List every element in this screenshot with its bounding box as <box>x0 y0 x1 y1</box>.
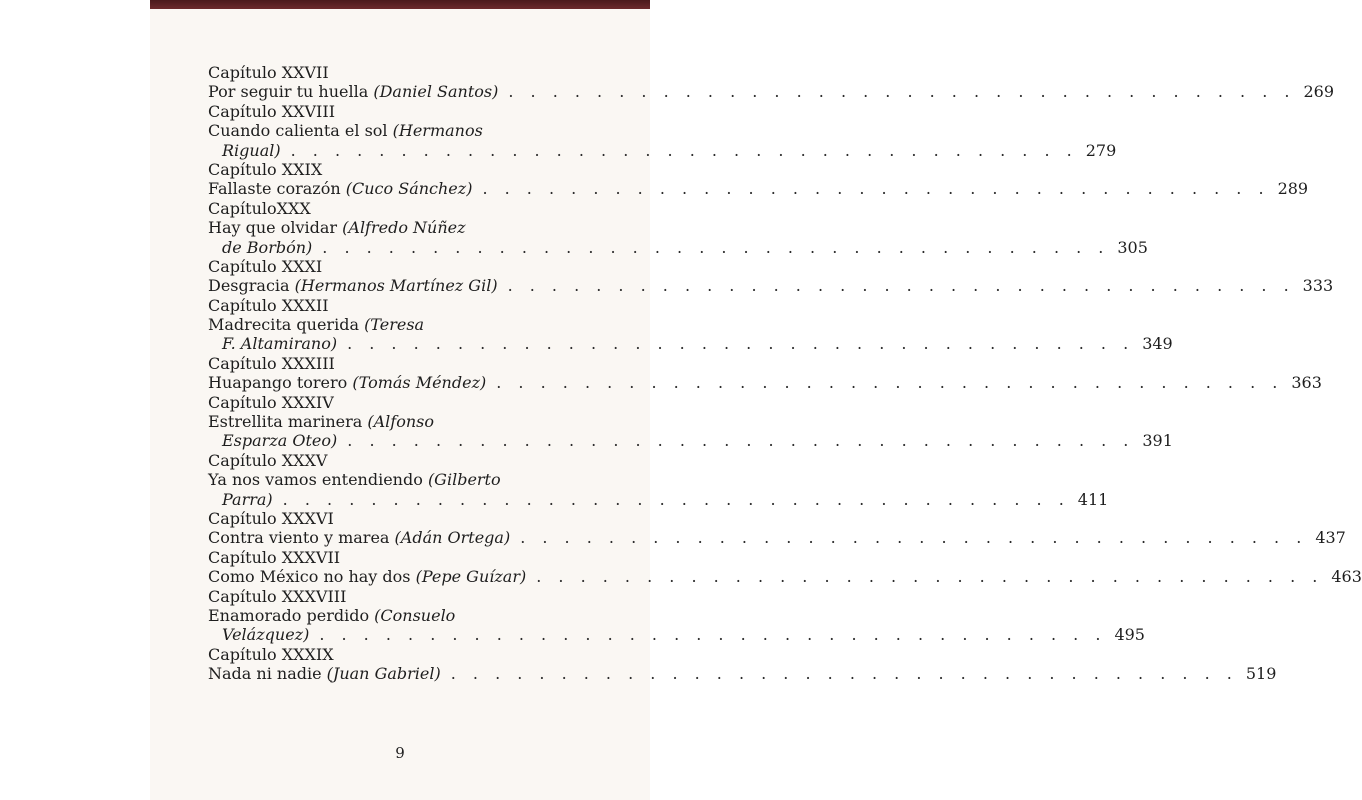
song-author: (Gilberto <box>427 470 501 490</box>
chapter-entry <box>208 140 1117 160</box>
page-number: 9 <box>395 744 405 762</box>
chapter-heading: CapítuloXXX <box>208 198 311 218</box>
song-title: Contra viento y marea <box>208 528 395 548</box>
song-title: Madrecita querida <box>208 315 365 335</box>
chapter-title <box>208 179 472 198</box>
chapter-entry <box>208 82 1335 102</box>
song-author-continued: de Borbón) <box>222 237 313 257</box>
song-title: Como México no hay dos <box>208 567 416 587</box>
chapter-heading: Capítulo XXXVII <box>208 547 341 567</box>
chapter-page-number: 269 <box>1303 82 1335 102</box>
chapter-entry <box>208 237 1148 257</box>
song-title: Nada ni nadie <box>208 664 327 684</box>
chapter-page-number: 495 <box>1114 625 1145 645</box>
chapter-title <box>208 82 498 101</box>
chapter-entry <box>208 431 1173 451</box>
chapter-heading: Capítulo XXXV <box>208 450 328 470</box>
song-title: Fallaste corazón <box>208 179 346 199</box>
chapter-title <box>208 470 600 489</box>
song-title: Hay que olvidar <box>208 218 343 238</box>
chapter-page-number: 411 <box>1077 489 1109 509</box>
chapter-heading: Capítulo XXXI <box>208 256 323 276</box>
dot-leader: . . . . . . . . . . . . . . . . . . . . . . . . . . . . . . . . . . . . <box>319 625 1107 645</box>
chapter-page-number: 463 <box>1331 567 1362 587</box>
chapter-heading: Capítulo XXVII <box>208 63 329 82</box>
song-title: Estrellita marinera <box>208 412 368 432</box>
chapter-entry <box>208 664 1277 684</box>
chapter-title <box>208 276 498 295</box>
song-author: (Hermanos Martínez Gil) <box>294 276 498 296</box>
chapter-page-number: 363 <box>1291 373 1322 393</box>
dot-leader: . . . . . . . . . . . . . . . . . . . . . . . . . . . . . . . . . . . . <box>508 82 1296 102</box>
chapter-heading: Capítulo XXVIII <box>208 101 336 121</box>
dot-leader: . . . . . . . . . . . . . . . . . . . . . . . . . . . . . . . . . . . . <box>496 373 1284 393</box>
song-author-continued: Velázquez) <box>222 625 310 645</box>
chapter-page-number: 391 <box>1142 431 1173 451</box>
dot-leader: . . . . . . . . . . . . . . . . . . . . . . . . . . . . . . . . . . . . <box>536 567 1324 587</box>
table-of-contents <box>208 63 1362 684</box>
song-author-continued: F. Altamirano) <box>222 334 338 354</box>
song-title: Enamorado perdido <box>208 605 375 625</box>
chapter-page-number: 519 <box>1245 664 1277 684</box>
chapter-title <box>208 412 600 431</box>
song-author: (Hermanos <box>392 121 483 141</box>
dot-leader: . . . . . . . . . . . . . . . . . . . . . . . . . . . . . . . . . . . . <box>322 237 1110 257</box>
song-author: (Alfonso <box>367 412 434 432</box>
song-author: (Alfredo Núñez <box>342 218 466 238</box>
song-author: (Cuco Sánchez) <box>345 179 473 199</box>
chapter-page-number: 305 <box>1117 237 1148 257</box>
chapter-entry <box>208 567 1362 587</box>
song-author: (Daniel Santos) <box>373 82 499 102</box>
chapter-heading: Capítulo XXXVI <box>208 508 334 528</box>
song-author: (Teresa <box>364 315 425 335</box>
chapter-entry <box>208 625 1145 645</box>
chapter-heading: Capítulo XXXII <box>208 295 329 315</box>
song-author: (Tomás Méndez) <box>352 373 487 393</box>
song-author: (Juan Gabriel) <box>326 664 441 684</box>
chapter-page-number: 289 <box>1277 179 1309 199</box>
chapter-title <box>208 528 510 547</box>
song-title: Desgracia <box>208 276 295 296</box>
chapter-heading: Capítulo XXXIV <box>208 392 334 412</box>
song-title: Huapango torero <box>208 373 353 393</box>
song-author-continued: Rigual) <box>222 140 281 160</box>
chapter-title <box>208 218 600 237</box>
chapter-heading: Capítulo XXXIII <box>208 353 335 373</box>
chapter-entry <box>208 276 1334 296</box>
song-author-continued: Parra) <box>222 489 273 509</box>
dot-leader: . . . . . . . . . . . . . . . . . . . . . . . . . . . . . . . . . . . . <box>347 431 1135 451</box>
song-author: (Consuelo <box>374 605 456 625</box>
song-title: Ya nos vamos entendiendo <box>208 470 428 490</box>
song-author: (Adán Ortega) <box>394 528 511 548</box>
chapter-entry <box>208 179 1309 199</box>
chapter-page-number: 279 <box>1085 140 1117 160</box>
chapter-title <box>208 373 486 392</box>
song-author-continued: Esparza Oteo) <box>222 431 338 451</box>
chapter-entry <box>208 334 1173 354</box>
chapter-heading: Capítulo XXXVIII <box>208 586 347 606</box>
chapter-page-number: 333 <box>1302 276 1334 296</box>
book-top-edge <box>150 0 650 9</box>
chapter-title <box>208 567 526 586</box>
dot-leader: . . . . . . . . . . . . . . . . . . . . . . . . . . . . . . . . . . . . <box>450 664 1238 684</box>
chapter-entry <box>208 528 1346 548</box>
song-author: (Pepe Guízar) <box>415 567 527 587</box>
dot-leader: . . . . . . . . . . . . . . . . . . . . . . . . . . . . . . . . . . . . <box>482 179 1270 199</box>
chapter-title <box>208 121 600 140</box>
chapter-page-number: 437 <box>1315 528 1346 548</box>
dot-leader: . . . . . . . . . . . . . . . . . . . . . . . . . . . . . . . . . . . . <box>507 276 1295 296</box>
song-title: Por seguir tu huella <box>208 82 374 102</box>
dot-leader: . . . . . . . . . . . . . . . . . . . . . . . . . . . . . . . . . . . . <box>282 489 1070 509</box>
chapter-page-number: 349 <box>1142 334 1173 354</box>
dot-leader: . . . . . . . . . . . . . . . . . . . . . . . . . . . . . . . . . . . . <box>347 334 1135 354</box>
chapter-entry <box>208 373 1322 393</box>
chapter-title <box>208 664 441 683</box>
chapter-entry <box>208 489 1109 509</box>
dot-leader: . . . . . . . . . . . . . . . . . . . . . . . . . . . . . . . . . . . . <box>290 140 1078 160</box>
chapter-heading: Capítulo XXXIX <box>208 644 334 664</box>
song-title: Cuando calienta el sol <box>208 121 393 141</box>
chapter-heading: Capítulo XXIX <box>208 159 323 179</box>
dot-leader: . . . . . . . . . . . . . . . . . . . . . . . . . . . . . . . . . . . . <box>520 528 1308 548</box>
chapter-title <box>208 606 600 625</box>
chapter-title <box>208 315 600 334</box>
